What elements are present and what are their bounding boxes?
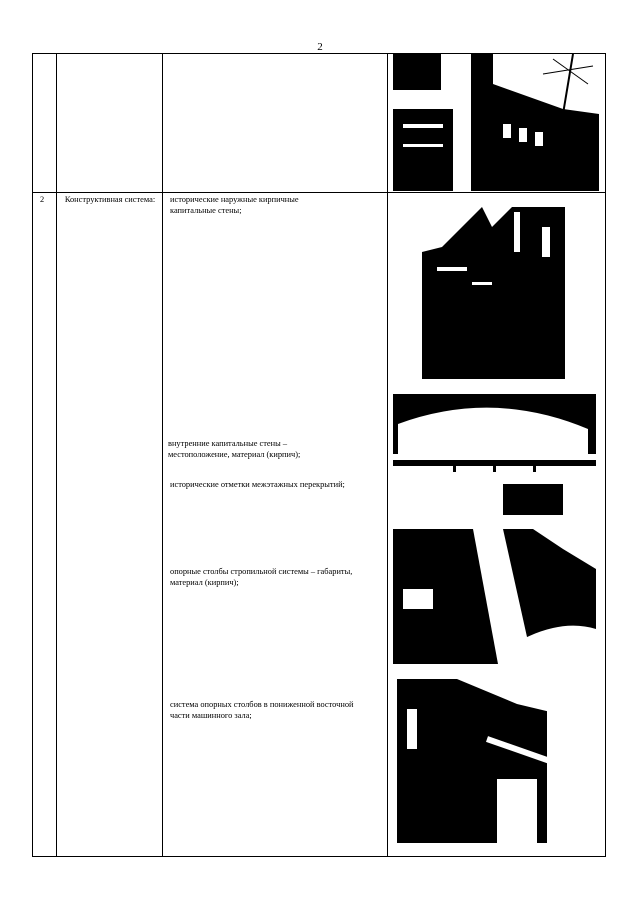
column-divider [56, 53, 57, 857]
photo-street-facade [393, 54, 599, 191]
item-floor-levels: исторические отметки межэтажных перекрытий; [170, 480, 345, 489]
item-interior-walls: внутренние капитальные стены – местоположение, материал (кирпич); [168, 439, 301, 459]
photo-roof-pillars [393, 529, 596, 664]
table-border-bottom [32, 856, 606, 857]
column-divider [162, 53, 163, 857]
photo-exterior-wall [422, 207, 565, 379]
table-border-right [605, 53, 606, 857]
item-exterior-walls: исторические наружные кирпичные капитальные стены; [170, 195, 299, 215]
item-east-pillars: система опорных столбов в пониженной восточной части машинного зала; [170, 700, 354, 720]
item-roof-pillars: опорные столбы стропильной системы – габариты, материал (кирпич); [170, 567, 353, 587]
row-divider [32, 192, 606, 193]
photo-east-pillars [397, 679, 601, 843]
table-border-left [32, 53, 33, 857]
photo-interior-wall [393, 394, 596, 515]
column-divider [387, 53, 388, 857]
row-number: 2 [40, 195, 45, 204]
row-name: Конструктивная система: [64, 195, 156, 204]
page-number: 2 [317, 41, 323, 53]
